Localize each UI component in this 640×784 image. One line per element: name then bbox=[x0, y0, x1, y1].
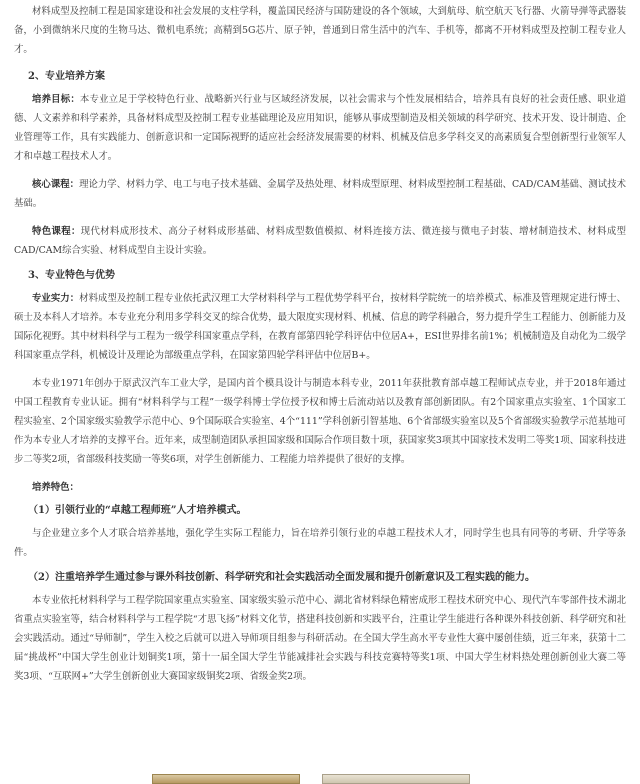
strength-paragraph bbox=[14, 289, 626, 365]
core-courses-paragraph bbox=[14, 175, 626, 213]
feature1-paragraph: 与企业建立多个人才联合培养基地，强化学生实际工程能力，旨在培养引领行业的卓越工程技术人才，同时学生也具有同等的考研、升学等条件。 bbox=[14, 528, 626, 558]
bottom-images-strip bbox=[0, 774, 640, 784]
special-courses-paragraph bbox=[14, 222, 626, 260]
training-goal-paragraph bbox=[14, 90, 626, 166]
certificate-image-right bbox=[322, 774, 470, 784]
feature2-paragraph: 本专业依托材料科学与工程学院国家重点实验室、国家级实验示范中心、湖北省材料绿色精密成形工程技术研究中心、现代汽车零部件技术湖北省重点实验室等，结合材料科学与工程学院“才思飞扬”材料文化节，搭建科技创新和实践平台，注重让学生能进行各种课外科技创新、科学研究和社会实践活动。通过“导师制”，学生入校之后就可以进入导师项目组参与科研活动。在全国大学生高水平专业性大赛中屡创佳绩，近三年来，获第十二届“挑战杯”中国大学生创业计划铜奖1项，第十一届全国大学生节能减排社会实践与科技竞赛特等奖1项、中国大学生材料热处理创新创业大赛二等奖3项、“互联网+”大学生创新创业大赛国家级铜奖2项、省级金奖2项。 bbox=[14, 595, 626, 682]
feature1-heading: （1）引领行业的“卓越工程师班”人才培养模式。 bbox=[28, 505, 247, 516]
training-goal-text: 本专业立足于学校特色行业、战略新兴行业与区域经济发展，以社会需求与个性发展相结合，培养具有良好的社会责任感、职业道德、人文素养和科学素养，具备材料成型及控制工程专业基础理论及应用知识，能够从事成型制造及相关领域的科学研究、技术开发、设计制造、企业管理等工作，具有实践能力、创新意识和一定国际视野的适应社会经济发展需要的材料、机械及信息多学科交叉的高素质复合型创新型行业领军人才和卓越工程技术人才。 bbox=[14, 94, 626, 162]
training-goal-label: 培养目标： bbox=[32, 94, 80, 105]
core-courses-label: 核心课程： bbox=[32, 179, 80, 190]
special-courses-label: 特色课程： bbox=[32, 226, 81, 237]
core-courses-text: 理论力学、材料力学、电工与电子技术基础、金属学及热处理、材料成型原理、材料成型控制工程基础、CAD/CAM基础、测试技术基础。 bbox=[14, 179, 626, 209]
section-heading-training-plan: 2、专业培养方案 bbox=[28, 71, 105, 82]
strength-label: 专业实力： bbox=[32, 293, 80, 304]
feature2-heading: （2）注重培养学生通过参与课外科技创新、科学研究和社会实践活动全面发展和提升创新意识及工程实践的能力。 bbox=[28, 572, 535, 583]
features-label: 培养特色： bbox=[32, 482, 79, 493]
certificate-image-left bbox=[152, 774, 300, 784]
history-paragraph: 本专业1971年创办于原武汉汽车工业大学，是国内首个模具设计与制造本科专业，2011年获批教育部卓越工程师试点专业，并于2018年通过中国工程教育专业认证。拥有“材料科学与工程”一级学科博士学位授予权和博士后流动站以及教育部创新团队。有2个国家重点实验室、1个国家工程实验室、2个国家级实验教学示范中心、9个国际联合实验室、4个“111”学科创新引智基地、6个省部级实验室以及5个省部级实验教学示范基地可作为本专业人才培养的支撑平台。近年来，成型制造团队承担国家级和国际合作项目数十项，获国家奖3项其中国家技术发明二等奖1项、国家科技进步二等奖2项，省部级科技奖励一等奖6项，对学生创新能力、工程能力培养提供了很好的支撑。 bbox=[14, 378, 626, 465]
article-body bbox=[14, 0, 626, 686]
features-label-paragraph bbox=[14, 478, 626, 497]
special-courses-text: 现代材料成形技术、高分子材料成形基础、材料成型数值模拟、材料连接方法、微连接与微电子封装、增材制造技术、材料成型CAD/CAM综合实验、材料成型自主设计实验。 bbox=[14, 226, 626, 256]
section-heading-features: 3、专业特色与优势 bbox=[28, 270, 115, 281]
strength-text: 材料成型及控制工程专业依托武汉理工大学材料科学与工程优势学科平台，按材料学院统一的培养模式、标准及管理规定进行博士、硕士及本科人才培养。本专业充分利用多学科交叉的综合优势，最大限度实现材料、机械、信息的跨学科融合，努力提升学生工程能力、创新能力及国际化视野。其中材料科学与工程为一级学科国家重点学科，在教育部第四轮学科评估中位居A+，ESI世界排名前1%；机械制造及自动化为二级学科国家重点学科，机械设计及理论为部级重点学科，在国家第四轮学科评估中位居B+。 bbox=[14, 293, 626, 361]
intro-paragraph: 材料成型及控制工程是国家建设和社会发展的支柱学科，覆盖国民经济与国防建设的各个领域，大到航母、航空航天飞行器、火箭导弹等武器装备，小到微纳米尺度的生物马达、微机电系统；高精到5G芯片、原子钟，普通到日常生活中的汽车、手机等，都离不开材料成型及控制工程专业人才。 bbox=[14, 6, 626, 55]
